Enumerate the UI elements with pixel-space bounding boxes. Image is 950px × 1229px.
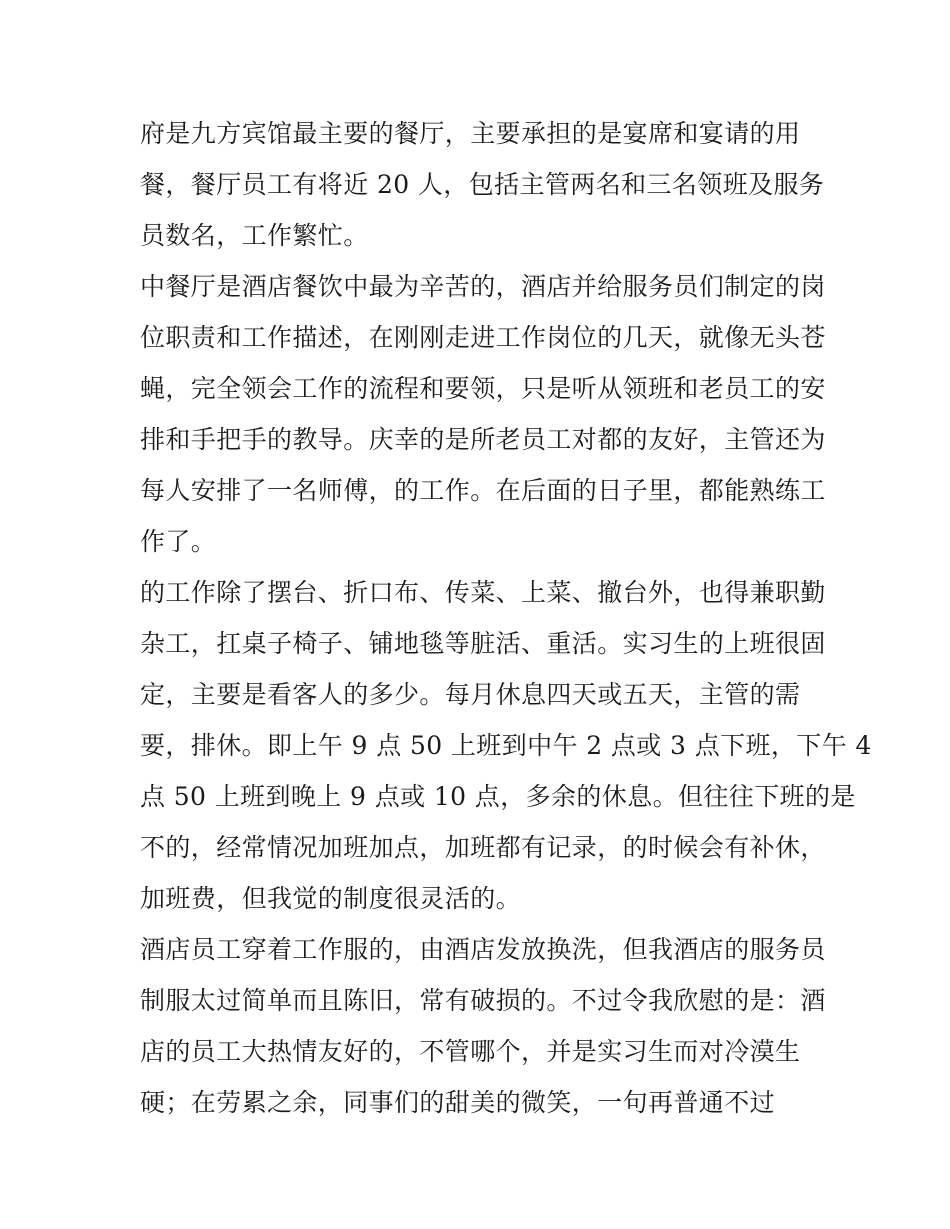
text-line: 蝇，完全领会工作的流程和要领，只是听从领班和老员工的安 (140, 374, 826, 403)
text-line: 定，主要是看客人的多少。每月休息四天或五天，主管的需 (140, 680, 801, 709)
text-line: 餐，餐厅员工有将近 20 人，包括主管两名和三名领班及服务 (140, 170, 825, 199)
text-line: 的工作除了摆台、折口布、传菜、上菜、撤台外，也得兼职勤 (140, 578, 826, 607)
text-line: 店的员工大热情友好的，不管哪个，并是实习生而对冷漠生 (140, 1037, 801, 1066)
text-line: 加班费，但我觉的制度很灵活的。 (140, 884, 522, 913)
paragraph-3 (140, 567, 872, 924)
text-line: 点 50 上班到晚上 9 点或 10 点，多余的休息。但往往下班的是 (140, 782, 856, 811)
text-line: 作了。 (140, 527, 217, 556)
text-line: 酒店员工穿着工作服的，由酒店发放换洗，但我酒店的服务员 (140, 935, 826, 964)
text-line: 府是九方宾馆最主要的餐厅，主要承担的是宴席和宴请的用 (140, 119, 801, 148)
text-line: 硬；在劳累之余，同事们的甜美的微笑，一句再普通不过 (140, 1088, 776, 1117)
text-line: 不的，经常情况加班加点，加班都有记录，的时候会有补休， (140, 833, 826, 862)
text-line: 员数名，工作繁忙。 (140, 221, 369, 250)
paragraph-1 (140, 108, 825, 261)
text-line: 制服太过简单而且陈旧，常有破损的。不过令我欣慰的是：酒 (140, 986, 826, 1015)
text-line: 杂工，扛桌子椅子、铺地毯等脏活、重活。实习生的上班很固 (140, 629, 826, 658)
document-body (140, 108, 872, 1128)
paragraph-2 (140, 261, 826, 567)
text-line: 排和手把手的教导。庆幸的是所老员工对都的友好，主管还为 (140, 425, 826, 454)
text-line: 位职责和工作描述，在刚刚走进工作岗位的几天，就像无头苍 (140, 323, 826, 352)
text-line: 每人安排了一名师傅，的工作。在后面的日子里，都能熟练工 (140, 476, 826, 505)
text-line: 中餐厅是酒店餐饮中最为辛苦的，酒店并给服务员们制定的岗 (140, 272, 826, 301)
text-line: 要，排休。即上午 9 点 50 上班到中午 2 点或 3 点下班，下午 4 (140, 731, 872, 760)
paragraph-4 (140, 924, 826, 1128)
